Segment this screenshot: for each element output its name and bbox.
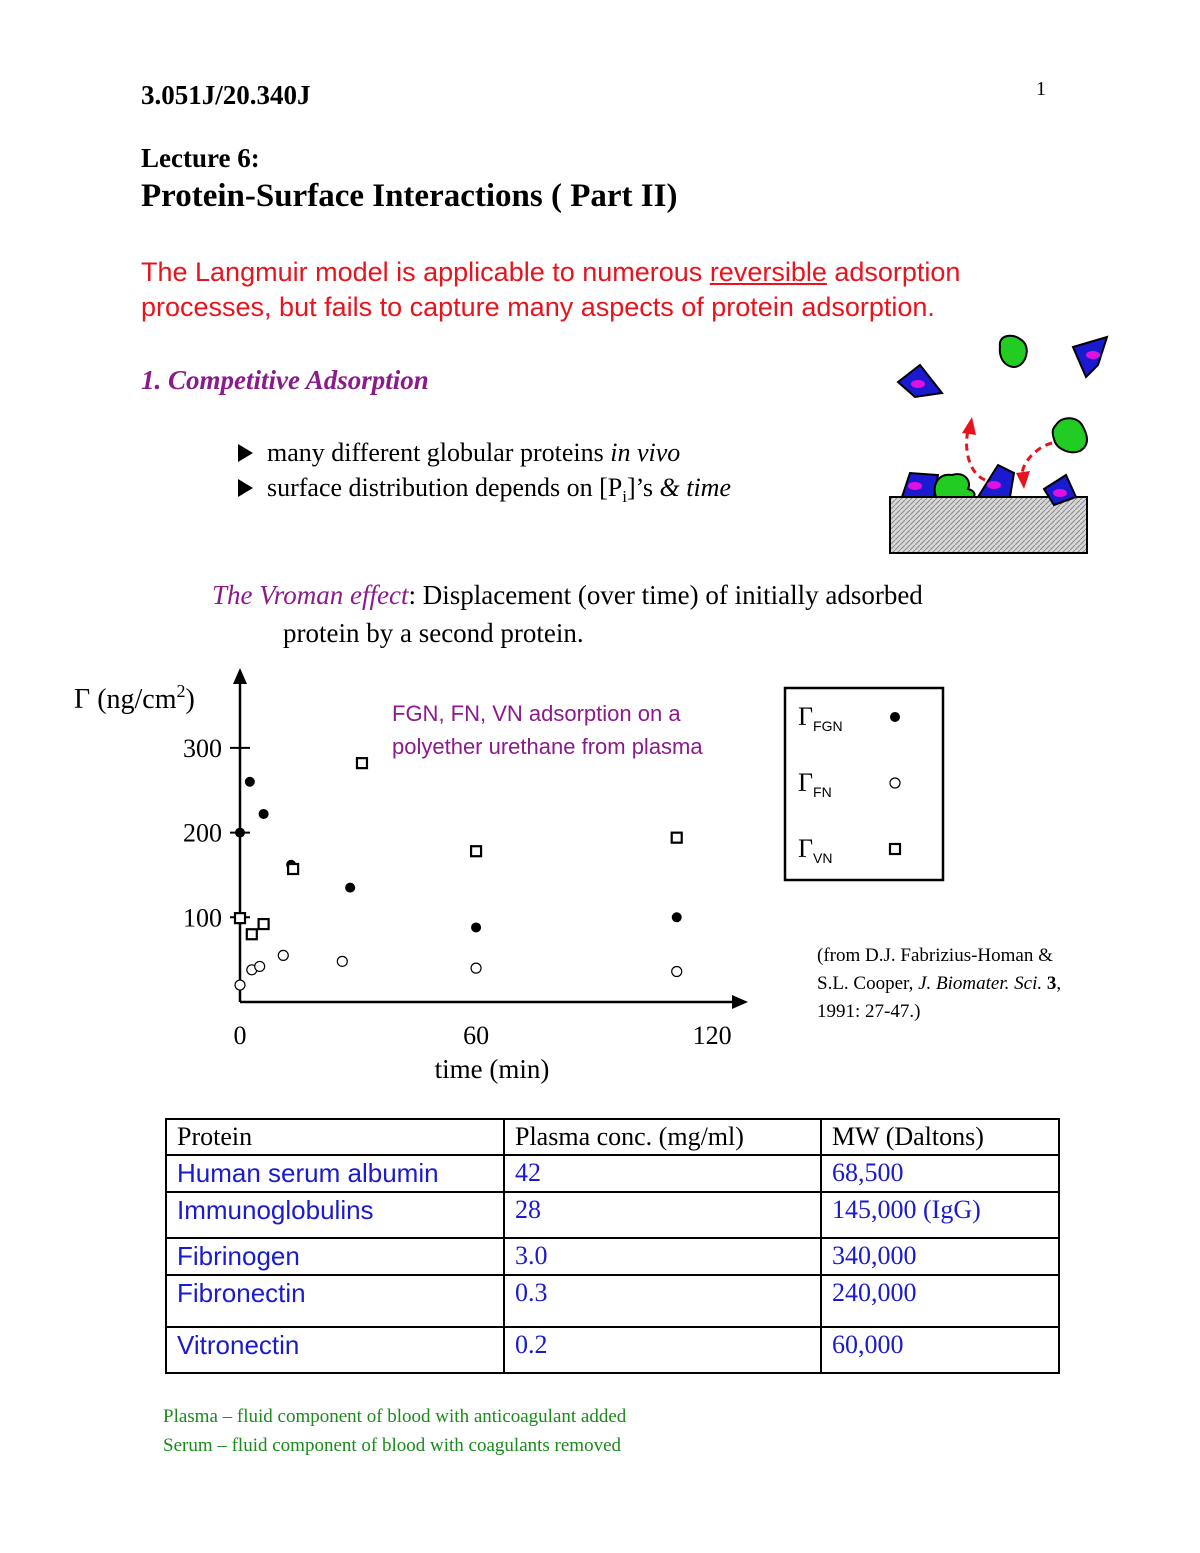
citation-line-3: 1991: 27-47.)	[817, 1001, 921, 1022]
citation-line-1: (from D.J. Fabrizius-Homan &	[817, 945, 1053, 966]
bullet-triangle-icon	[238, 479, 253, 497]
citation-volume: 3	[1042, 973, 1057, 994]
series-vn	[235, 758, 682, 939]
data-point-fn	[278, 950, 288, 960]
data-point-fn	[337, 956, 347, 966]
intro-line-1-end: adsorption	[826, 257, 961, 287]
chart-y-axis-label-sup: 2	[176, 681, 186, 701]
x-tick-label: 0	[233, 1021, 247, 1050]
plasma-conc-cell: 42	[504, 1155, 821, 1192]
adsorbed-green-protein	[935, 474, 975, 497]
desorption-arrow-icon	[962, 417, 985, 480]
bullet-item-2	[238, 473, 731, 507]
data-point-fn	[255, 961, 265, 971]
plasma-conc-cell: 0.3	[504, 1275, 821, 1327]
desorbing-green-protein	[1053, 418, 1087, 452]
legend-marker-fn	[890, 778, 900, 788]
surface-substrate	[890, 497, 1087, 553]
data-point-vn	[259, 919, 269, 929]
x-axis-arrow-icon	[732, 995, 748, 1009]
adsorbed-blue-protein-2	[978, 465, 1014, 497]
free-green-protein-top	[1000, 336, 1027, 367]
molecular-weight-cell: 340,000	[821, 1238, 1059, 1275]
y-tick-label: 100	[183, 903, 222, 933]
free-blue-protein-left	[898, 365, 942, 397]
legend-marker-fgn	[890, 712, 900, 722]
vroman-effect-line-2: protein by a second protein.	[283, 618, 584, 648]
legend-series-name: FGN	[813, 718, 843, 734]
bullet-2-text: surface distribution depends on [P	[267, 473, 623, 502]
plasma-conc-cell: 28	[504, 1192, 821, 1238]
section-heading-competitive-adsorption: 1. Competitive Adsorption	[141, 365, 429, 395]
vroman-definition-line-1: Displacement (over time) of initially adsorbed	[415, 580, 923, 610]
chart-points	[235, 758, 682, 990]
legend-gamma-symbol: Γ	[798, 768, 814, 797]
y-tick-label: 200	[183, 818, 222, 848]
data-point-vn	[235, 913, 245, 923]
page-title: Protein-Surface Interactions ( Part II)	[141, 178, 678, 214]
data-point-vn	[672, 833, 682, 843]
course-number: 3.051J/20.340J	[141, 80, 311, 110]
bullet-1-italic: in vivo	[610, 438, 681, 467]
protein-name-cell: Vitronectin	[166, 1327, 504, 1373]
page-number: 1	[1036, 78, 1046, 100]
data-point-fn	[471, 963, 481, 973]
protein-name-cell: Immunoglobulins	[166, 1192, 504, 1238]
data-point-vn	[288, 864, 298, 874]
table-header-row	[166, 1119, 1059, 1155]
intro-line-2: processes, but fails to capture many aspects of protein adsorption.	[141, 292, 935, 322]
legend-marker-vn	[890, 844, 900, 854]
bullet-2-mid: ]’s	[627, 473, 660, 502]
data-point-fgn	[471, 922, 481, 932]
table-row	[166, 1275, 1059, 1327]
lecture-label: Lecture 6:	[141, 143, 260, 173]
table-row	[166, 1238, 1059, 1275]
citation-journal: J. Biomater. Sci.	[918, 973, 1043, 994]
protein-name-cell: Fibronectin	[166, 1275, 504, 1327]
definition-notes	[163, 1402, 626, 1460]
chart-title: FGN, FN, VN adsorption on a polyether urethane from plasma	[392, 701, 703, 759]
vroman-effect-term: The Vroman effect	[212, 580, 409, 610]
x-tick-label: 60	[463, 1021, 490, 1050]
bullet-1-text: many different globular proteins	[267, 438, 611, 467]
molecular-weight-cell: 68,500	[821, 1155, 1059, 1192]
citation-comma: ,	[1056, 973, 1062, 994]
data-point-fgn	[245, 777, 255, 787]
citation-line-2	[817, 970, 1137, 998]
legend-gamma-symbol: Γ	[798, 834, 814, 863]
chart-y-axis-label-base: Γ (ng/cm	[74, 684, 177, 715]
chart-legend	[782, 685, 947, 883]
adsorption-arrow-icon	[1016, 443, 1052, 489]
chart-y-axis-label-close: )	[185, 684, 195, 715]
plasma-definition: Plasma – fluid component of blood with anticoagulant added	[163, 1406, 627, 1427]
table-row	[166, 1327, 1059, 1373]
data-point-fgn	[259, 809, 269, 819]
data-point-vn	[471, 846, 481, 856]
x-tick-label: 120	[692, 1021, 732, 1050]
molecular-weight-cell: 145,000 (IgG)	[821, 1192, 1059, 1238]
free-blue-protein-right	[1073, 337, 1107, 377]
figure-citation	[817, 942, 1137, 1026]
plasma-conc-cell: 3.0	[504, 1238, 821, 1275]
data-point-fgn	[235, 828, 245, 838]
protein-name-cell: Human serum albumin	[166, 1155, 504, 1192]
chart-y-axis-label	[74, 681, 195, 715]
table-header-cell: Plasma conc. (mg/ml)	[504, 1119, 821, 1155]
y-axis-arrow-icon	[233, 668, 247, 684]
bullet-2-subscript: i	[622, 487, 627, 507]
table-header-cell: Protein	[166, 1119, 504, 1155]
bullet-triangle-icon	[238, 444, 253, 462]
data-point-fn	[235, 980, 245, 990]
protein-name-cell: Fibrinogen	[166, 1238, 504, 1275]
data-point-fn	[672, 967, 682, 977]
legend-gamma-symbol: Γ	[798, 702, 814, 731]
serum-definition: Serum – fluid component of blood with coagulants removed	[163, 1435, 622, 1456]
data-point-vn	[357, 758, 367, 768]
adsorbed-blue-protein-1	[902, 473, 938, 497]
table-row	[166, 1155, 1059, 1192]
bullet-2-italic: & time	[659, 473, 731, 502]
plasma-protein-table	[165, 1118, 1060, 1374]
citation-authors: S.L. Cooper,	[817, 973, 919, 994]
table-header-cell: MW (Daltons)	[821, 1119, 1059, 1155]
molecular-weight-cell: 240,000	[821, 1275, 1059, 1327]
molecular-weight-cell: 60,000	[821, 1327, 1059, 1373]
legend-series-name: VN	[813, 850, 833, 866]
data-point-vn	[247, 929, 257, 939]
vroman-colon: :	[408, 580, 416, 610]
series-fn	[235, 950, 682, 990]
data-point-fgn	[672, 912, 682, 922]
chart-x-axis-label: time (min)	[434, 1054, 550, 1084]
data-point-fgn	[345, 883, 355, 893]
bullet-item-1	[238, 438, 680, 468]
legend-series-name: FN	[813, 784, 832, 800]
series-fgn	[235, 777, 682, 933]
intro-reversible-word: reversible	[709, 257, 827, 287]
vroman-effect-line-1	[212, 580, 923, 611]
intro-line-1	[141, 257, 960, 288]
table-row	[166, 1192, 1059, 1238]
y-tick-label: 300	[183, 733, 222, 763]
plasma-conc-cell: 0.2	[504, 1327, 821, 1373]
intro-line-1-start: The Langmuir model is applicable to numerous	[141, 257, 710, 287]
competitive-adsorption-illustration	[880, 325, 1110, 560]
